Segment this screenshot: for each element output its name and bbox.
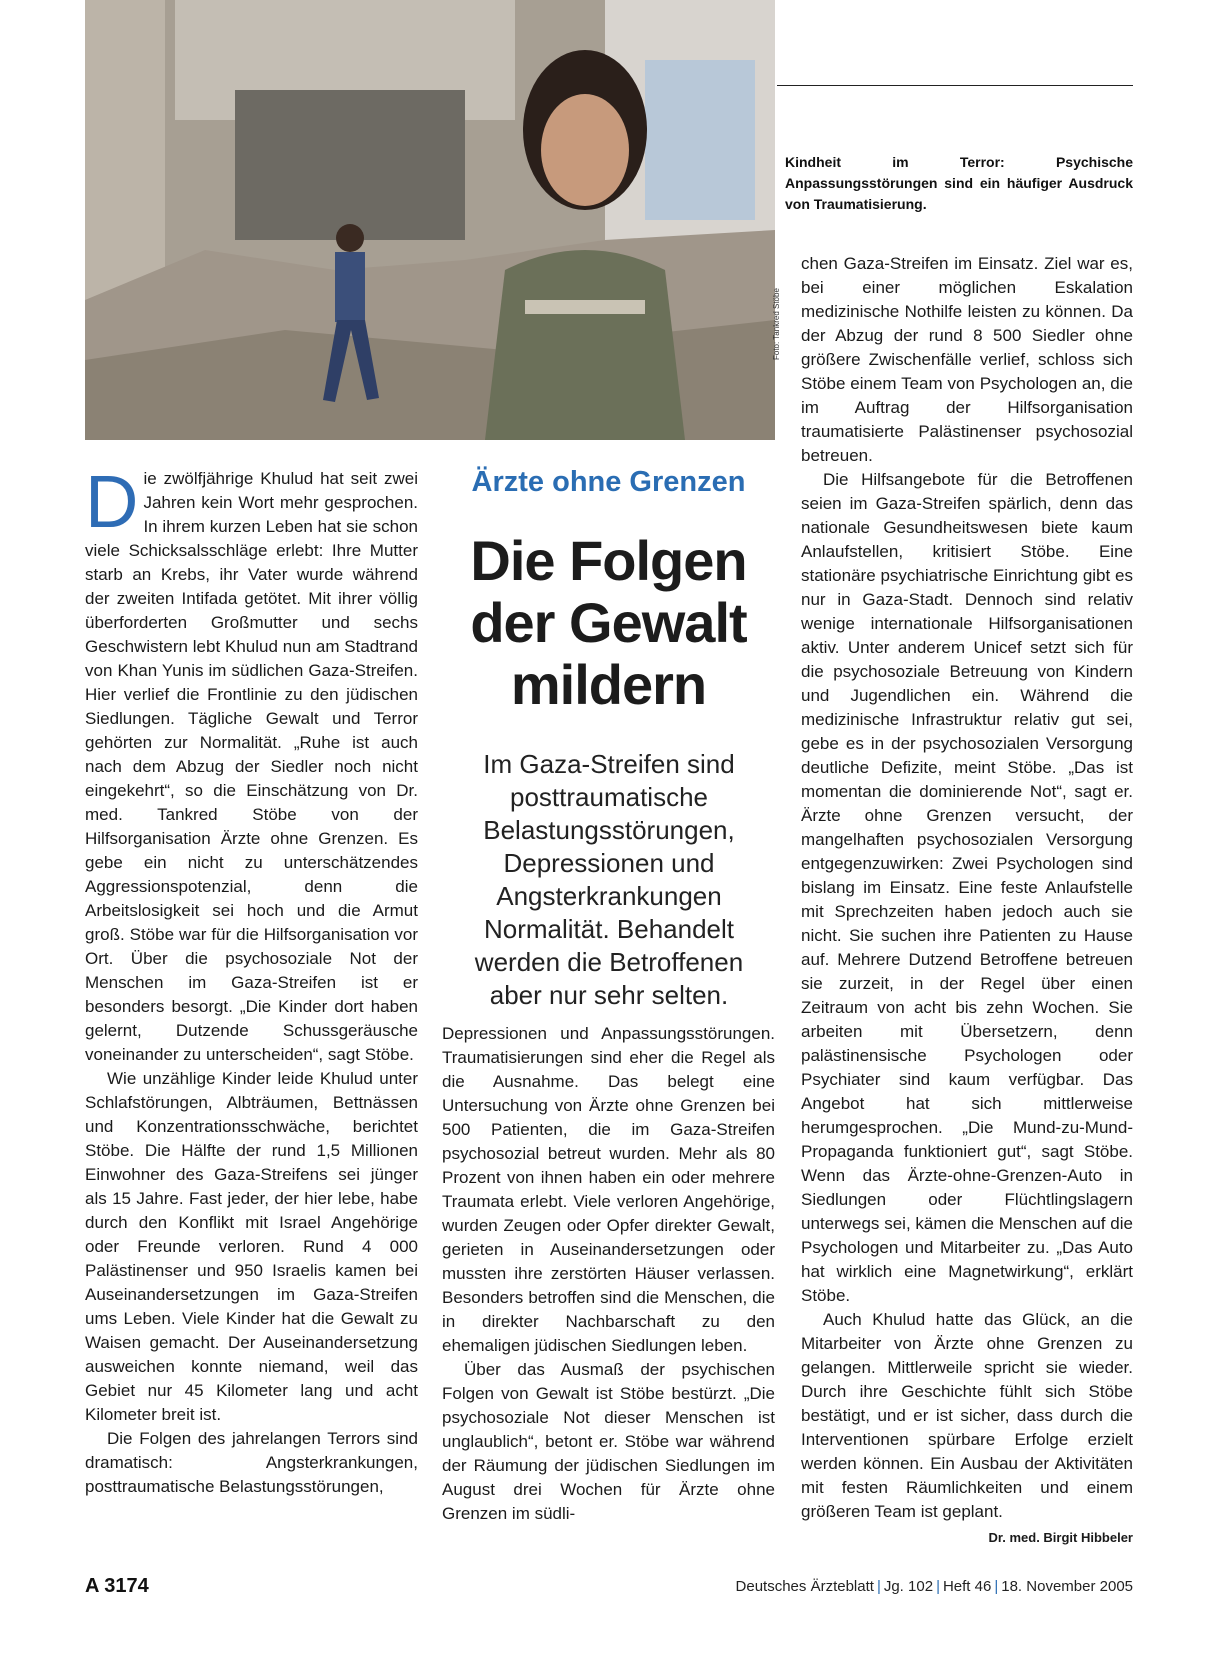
- paragraph-4: Depressionen und Anpassungsstörungen. Traumatisierungen sind eher die Regel als die Ausnahme. Das belegt eine Untersuchung von Ärzte ohne Grenzen bei 500 Patienten, die im Gaza-Streifen psychosozial betreut wurden. Mehr als 80 Prozent von ihnen haben ein oder mehrere Traumata erlebt. Viele verloren Angehörige, wurden Zeugen oder Opfer direkter Gewalt, gerieten in Auseinandersetzungen oder mussten ihre zerstörten Häuser verlassen. Besonders betroffen sind die Menschen, die in direkter Nachbarschaft zu den ehemaligen jüdischen Siedlungen leben.: [442, 1024, 775, 1355]
- column-1: [85, 460, 418, 1499]
- separator: |: [994, 1578, 999, 1595]
- deck: Im Gaza-Streifen sind posttraumatische Belastungsstörungen, Depressionen und Angsterkrankungen Normalität. Behandelt werden die Betroffenen aber nur sehr selten.: [474, 749, 744, 1010]
- photo-illustration: [85, 0, 775, 440]
- separator: |: [936, 1578, 940, 1595]
- date: 18. November 2005: [1001, 1578, 1133, 1595]
- drop-cap: D: [85, 460, 139, 543]
- paragraph-1-text: ie zwölfjährige Khulud hat seit zwei Jahren kein Wort mehr gesprochen. In ihrem kurzen Leben hat sie schon viele Schicksalsschläge erlebt: Ihre Mutter starb an Krebs, ihr Vater wurde während der zweiten Intifada getötet. Mit ihrer völlig überforderten Großmutter und sechs Geschwistern lebt Khulud nun am Stadtrand von Khan Yunis im südlichen Gaza-Streifen. Hier verlief die Frontlinie zu den jüdischen Siedlungen. Tägliche Gewalt und Terror gehörten zur Normalität. „Ruhe ist auch nach dem Abzug der Siedler noch nicht eingekehrt“, so die Einschätzung von Dr. med. Tankred Stöbe von der Hilfsorganisation Ärzte ohne Grenzen. Es gebe ein nicht zu unterschätzendes Aggressionspotenzial, denn die Arbeitslosigkeit sei hoch und die Armut groß. Stöbe war für die Hilfsorganisation vor Ort. Über die psychosoziale Not der Menschen im Gaza-Streifen ist er besonders besorgt. „Die Kinder dort haben gelernt, Dutzende Schussgeräusche voneinander zu unterscheiden“, sagt Stöbe.: [85, 469, 418, 1064]
- separator: |: [876, 1578, 881, 1595]
- paragraph-8-text: Auch Khulud hatte das Glück, an die Mitarbeiter von Ärzte ohne Grenzen zu gelangen. Mittlerweile spricht sie wieder. Durch ihre Geschichte fühlt sich Stöbe bestätigt, und er ist sicher, dass durch die Interventionen spürbare Erfolge erzielt werden können. Ein Ausbau der Aktivitäten mit festen Räumlichkeiten und einem größeren Team ist geplant.: [801, 1310, 1133, 1521]
- journal-name: Deutsches Ärzteblatt: [735, 1578, 874, 1595]
- headline: Die Folgen der Gewalt mildern: [470, 529, 747, 716]
- column-2: [442, 1022, 775, 1526]
- photo-credit: Foto: Tankred Stöbe: [772, 288, 781, 360]
- top-rule: [777, 85, 1133, 86]
- journal-footer: [736, 1578, 1133, 1595]
- paragraph-6: chen Gaza-Streifen im Einsatz. Ziel war es, bei einer möglichen Eskalation medizinische Nothilfe leisten zu können. Da der Abzug der rund 8 500 Siedler ohne größere Zwischenfälle verlief, schloss sich Stöbe einem Team von Psychologen an, die im Auftrag der Hilfsorganisation traumatisierte Palästinenser psychosozial betreuen.: [801, 254, 1133, 465]
- paragraph-1: [85, 460, 418, 1067]
- volume: Jg. 102: [883, 1578, 934, 1595]
- paragraph-8: [801, 1308, 1133, 1545]
- paragraph-7: Die Hilfsangebote für die Betroffenen seien im Gaza-Streifen spärlich, denn das nationale Gesundheitswesen biete kaum Anlaufstellen, kritisiert Stöbe. Eine stationäre psychiatrische Einrichtung gibt es nur in Gaza-Stadt. Dennoch sind relativ wenige internationale Hilfsorganisationen aktiv. Unter anderem Unicef setzt sich für die psychosoziale Betreuung von Kindern und Jugendlichen ein. Während die medizinische Infrastruktur relativ gut sei, gebe es in der psychosozialen Versorgung deutliche Defizite, meint Stöbe. „Das ist momentan die dominierende Not“, sagt er. Ärzte ohne Grenzen versucht, der mangelhaften psychosozialen Versorgung entgegenzuwirken: Zwei Psychologen sind bislang im Einsatz. Eine feste Anlaufstelle mit Sprechzeiten haben jedoch auch sie nicht. Sie suchen ihre Patienten zu Hause auf. Mehrere Dutzend Betroffene betreuen sie zurzeit, in der Regel über einen Zeitraum von acht bis zehn Wochen. Sie arbeiten mit Übersetzern, denn palästinensische Psychologen oder Psychiater sind kaum verfügbar. Das Angebot hat sich mittlerweise herumgesprochen. „Die Mund-zu-Mund-Propaganda funktioniert gut“, sagt Stöbe. Wenn das Ärzte-ohne-Grenzen-Auto in Siedlungen oder Flüchtlingslagern unterwegs sei, kämen die Menschen auf die Psychologen und Mitarbeiter zu. „Das Auto hat wirklich eine Magnetwirkung“, erklärt Stöbe.: [801, 470, 1133, 1305]
- column-3: [801, 252, 1133, 1550]
- issue: Heft 46: [942, 1578, 992, 1595]
- kicker: Ärzte ohne Grenzen: [471, 466, 746, 498]
- article-photo: [85, 0, 775, 440]
- author-byline: Dr. med. Birgit Hibbeler: [988, 1530, 1133, 1545]
- paragraph-3: Die Folgen des jahrelangen Terrors sind dramatisch: Angsterkrankungen, posttraumatische Belastungsstörungen,: [85, 1429, 418, 1496]
- page-number: A 3174: [85, 1575, 149, 1597]
- paragraph-2: Wie unzählige Kinder leide Khulud unter Schlafstörungen, Albträumen, Bettnässen und Konzentrationsschwäche, berichtet Stöbe. Die Hälfte der rund 1,5 Millionen Einwohner des Gaza-Streifens sei jünger als 15 Jahre. Fast jeder, der hier lebe, habe durch den Konflikt mit Israel Angehörige oder Freunde verloren. Rund 4 000 Palästinenser und 950 Israelis kamen bei Auseinandersetzungen im Gaza-Streifen ums Leben. Viele Kinder hat die Gewalt zu Waisen gemacht. Der Auseinandersetzung ausweichen konnte niemand, weil das Gebiet nur 45 Kilometer lang und acht Kilometer breit ist.: [85, 1069, 418, 1424]
- paragraph-5: Über das Ausmaß der psychischen Folgen von Gewalt ist Stöbe bestürzt. „Die psychosoziale Not dieser Menschen ist unglaublich“, betont er. Stöbe war während der Räumung der jüdischen Siedlungen im August drei Wochen für Ärzte ohne Grenzen im südli-: [442, 1360, 775, 1523]
- photo-caption: Kindheit im Terror: Psychische Anpassungsstörungen sind ein häufiger Ausdruck von Traumatisierung.: [785, 154, 1133, 212]
